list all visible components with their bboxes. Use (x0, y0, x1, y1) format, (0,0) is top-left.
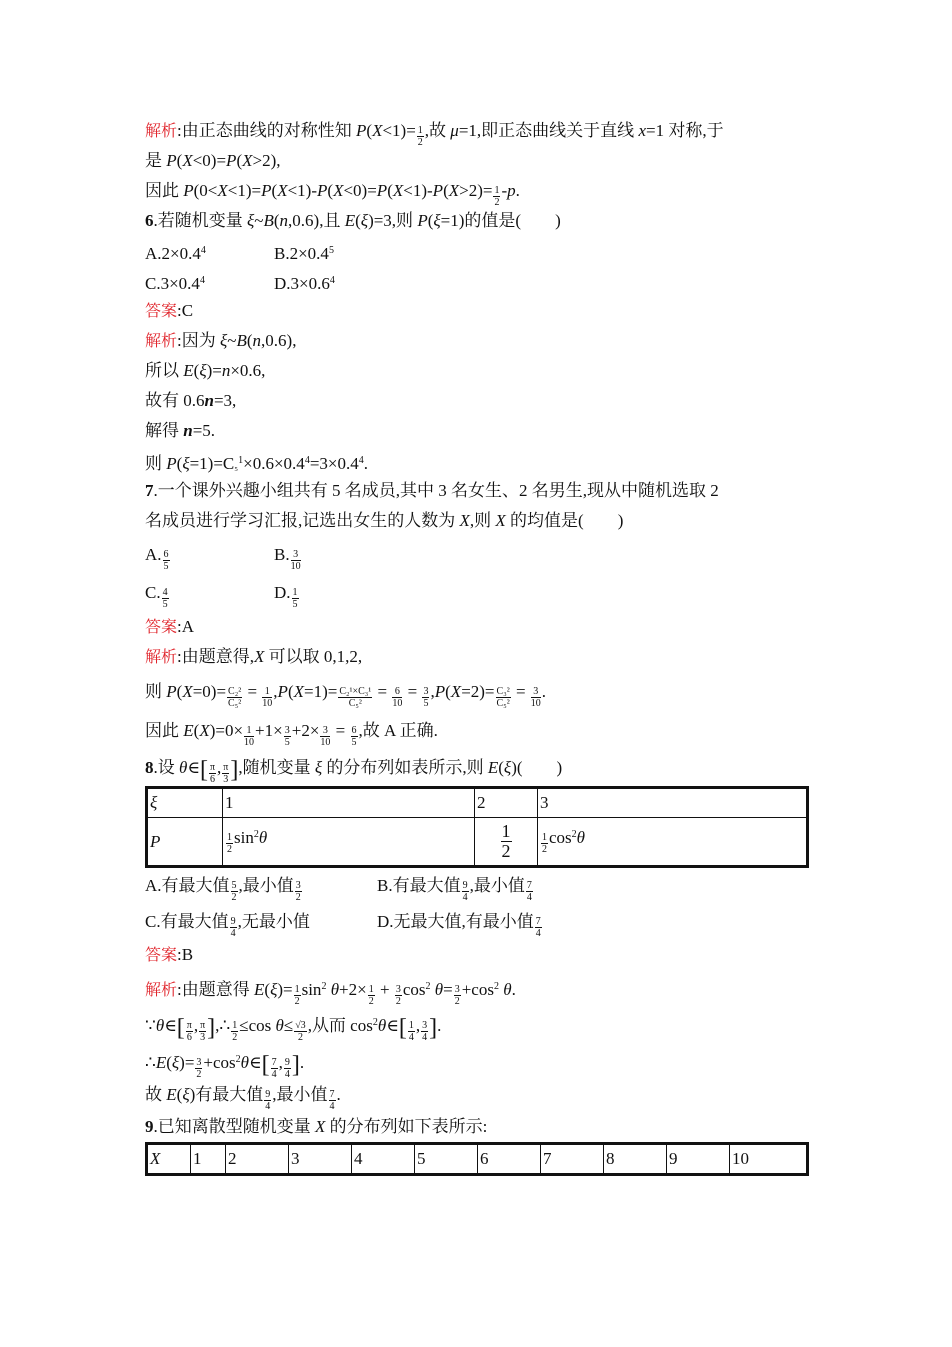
q8-option-c[interactable]: C.有最大值 $\frac{9}{4}$ ,无最小值 (145, 912, 310, 939)
table-row (147, 1144, 808, 1175)
table-cell: $\frac{1}{2}$ $\sin^2\theta$ (223, 818, 475, 867)
table-cell: 7 (541, 1144, 604, 1175)
q6-option-b[interactable]: $B.2\times 0.4^5$ (274, 244, 334, 263)
q8-stem: 8.设 θ∈[ $\frac{\pi}{6}$ , $\frac{\pi}{3}$ ],随机变量 ξ 的分布列如表所示,则 E(ξ)( ) (145, 757, 563, 785)
q7-stem-2: 名成员进行学习汇报,记选出女生的人数为 X,则 X 的均值是( ) (145, 511, 624, 530)
table-cell: 1 (191, 1144, 226, 1175)
table-row (147, 818, 808, 867)
q7-option-d[interactable]: D. $\frac{1}{5}$ (274, 583, 298, 610)
table-cell: 1 (223, 788, 475, 818)
q6-answer: 答案:C (145, 301, 194, 320)
q8-option-b[interactable]: B.有最大值 $\frac{9}{4}$ ,最小值 $\frac{7}{4}$ (377, 876, 532, 903)
q6-analysis-5: 则 $P(\xi=1)=C_5^1\times 0.6\times 0.4^4=3\times 0.4^4$. (145, 454, 368, 473)
table-cell: 4 (352, 1144, 415, 1175)
q7-option-c[interactable]: C. $\frac{4}{5}$ (145, 583, 168, 610)
q7-analysis-1: 解析:由题意得,X 可以取 0,1,2, (145, 647, 363, 666)
q8-analysis-1: 解析:由题意得 E(ξ)= $\frac{1}{2}$ $\sin^2 \theta+2\times$ $\frac{1}{2}$ + $\frac{3}{2}$ $\cos^2 \theta=$ $\frac{3}{2}$ $+\cos^2$ θ. (145, 980, 516, 1007)
q6-analysis-4: 解得 n=5. (145, 421, 216, 440)
q6-options-ab (145, 236, 810, 266)
q7-option-b[interactable]: B. $\frac{3}{10}$ (274, 545, 301, 572)
q8-option-a[interactable]: A.有最大值 $\frac{5}{2}$ ,最小值 $\frac{3}{2}$ (145, 876, 301, 903)
table-cell: 2 (475, 788, 538, 818)
q6-stem: 6.若随机变量 ξ~B(n,0.6),且 E(ξ)=3,则 P(ξ=1)的值是( ) (145, 211, 561, 230)
q9-stem: 9.已知离散型随机变量 X 的分布列如下表所示: (145, 1117, 488, 1136)
q5-analysis-line-2: 是 P(X<0)=P(X>2), (145, 151, 281, 170)
table-cell: 8 (604, 1144, 667, 1175)
q7-options-ab (145, 536, 810, 574)
table-cell: 3 (289, 1144, 352, 1175)
table-cell: ξ (147, 788, 223, 818)
table-cell: 2 (226, 1144, 289, 1175)
table-cell: 5 (415, 1144, 478, 1175)
document-page (145, 116, 810, 1176)
table-cell: $\frac{1}{2}$ $\cos^2\theta$ (538, 818, 808, 867)
q6-option-d[interactable]: $D.3\times 0.6^4$ (274, 274, 335, 293)
table-cell: $\frac{1}{2}$ (475, 818, 538, 867)
q6-analysis-1: 解析:因为 ξ~B(n,0.6), (145, 331, 297, 350)
q7-option-a[interactable]: A. $\frac{6}{5}$ (145, 545, 169, 572)
q6-option-a[interactable]: $A.2\times 0.4^4$ (145, 244, 206, 263)
q5-analysis-line-3: 因此 P(0<X<1)=P(X<1)-P(X<0)=P(X<1)-P(X>2)= $\frac{1}{2}$ -p. (145, 181, 520, 208)
q8-distribution-table (145, 786, 809, 868)
q8-analysis-4: 故 E(ξ)有最大值 $\frac{9}{4}$ ,最小值 $\frac{7}{4}$ . (145, 1085, 341, 1112)
q8-option-d[interactable]: D.无最大值,有最小值 $\frac{7}{4}$ (377, 912, 541, 939)
q7-stem-1: 7.一个课外兴趣小组共有 5 名成员,其中 3 名女生、2 名男生,现从中随机选取 2 (145, 481, 719, 500)
table-cell: 6 (478, 1144, 541, 1175)
q8-analysis-3: ∴E(ξ)= $\frac{3}{2}$ $+\cos^2\theta\in$[ $\frac{7}{4}$ , $\frac{9}{4}$ ]. (145, 1052, 305, 1080)
q7-analysis-2: 则 P(X=0)= $\frac{\text{C₂²}}{\text{C₅²}}$ = $\frac{1}{10}$ ,P(X=1)= $\frac{\text{C₂¹×C₃¹}}{\text{C₅²}}$ = $\frac{6}{10}$ = $\frac{3}{5}$ ,P(X=2)= $\frac{\text{C₃²}}{\text{C₅²}}$ = $\frac{3}{10}$ . (145, 682, 547, 709)
q6-analysis-3: 故有 0.6n=3, (145, 391, 237, 410)
table-cell: X (147, 1144, 191, 1175)
q7-analysis-3: 因此 E(X)=0× $\frac{1}{10}$ +1× $\frac{3}{5}$ +2× $\frac{3}{10}$ = $\frac{6}{5}$ ,故 A 正确. (145, 721, 438, 748)
q6-options-cd (145, 266, 810, 296)
q8-answer: 答案:B (145, 945, 194, 964)
table-row (147, 788, 808, 818)
q6-analysis-2: 所以 E(ξ)=n×0.6, (145, 361, 266, 380)
q8-analysis-2: ∵θ∈[ $\frac{\pi}{6}$ , $\frac{\pi}{3}$ ],∴ $\frac{1}{2}$ ≤cos θ≤ $\frac{√3}{2}$ ,从而 $\cos^2\theta\in$[ $\frac{1}{4}$ , $\frac{3}{4}$ ]. (145, 1015, 442, 1043)
q7-options-cd (145, 574, 810, 612)
q9-distribution-table (145, 1142, 809, 1176)
table-cell: 9 (667, 1144, 730, 1175)
q5-analysis-line-1: 解析:由正态曲线的对称性知 P(X<1)= $\frac{1}{2}$ ,故 μ=1,即正态曲线关于直线 x=1 对称,于 (145, 121, 724, 148)
q8-options-ab (145, 868, 810, 904)
q7-answer: 答案:A (145, 617, 195, 636)
table-cell: P (147, 818, 223, 867)
table-cell: 3 (538, 788, 808, 818)
q8-options-cd (145, 904, 810, 940)
q6-option-c[interactable]: $C.3\times 0.4^4$ (145, 274, 205, 293)
analysis-label: 解析 (145, 121, 178, 140)
table-cell: 10 (730, 1144, 808, 1175)
